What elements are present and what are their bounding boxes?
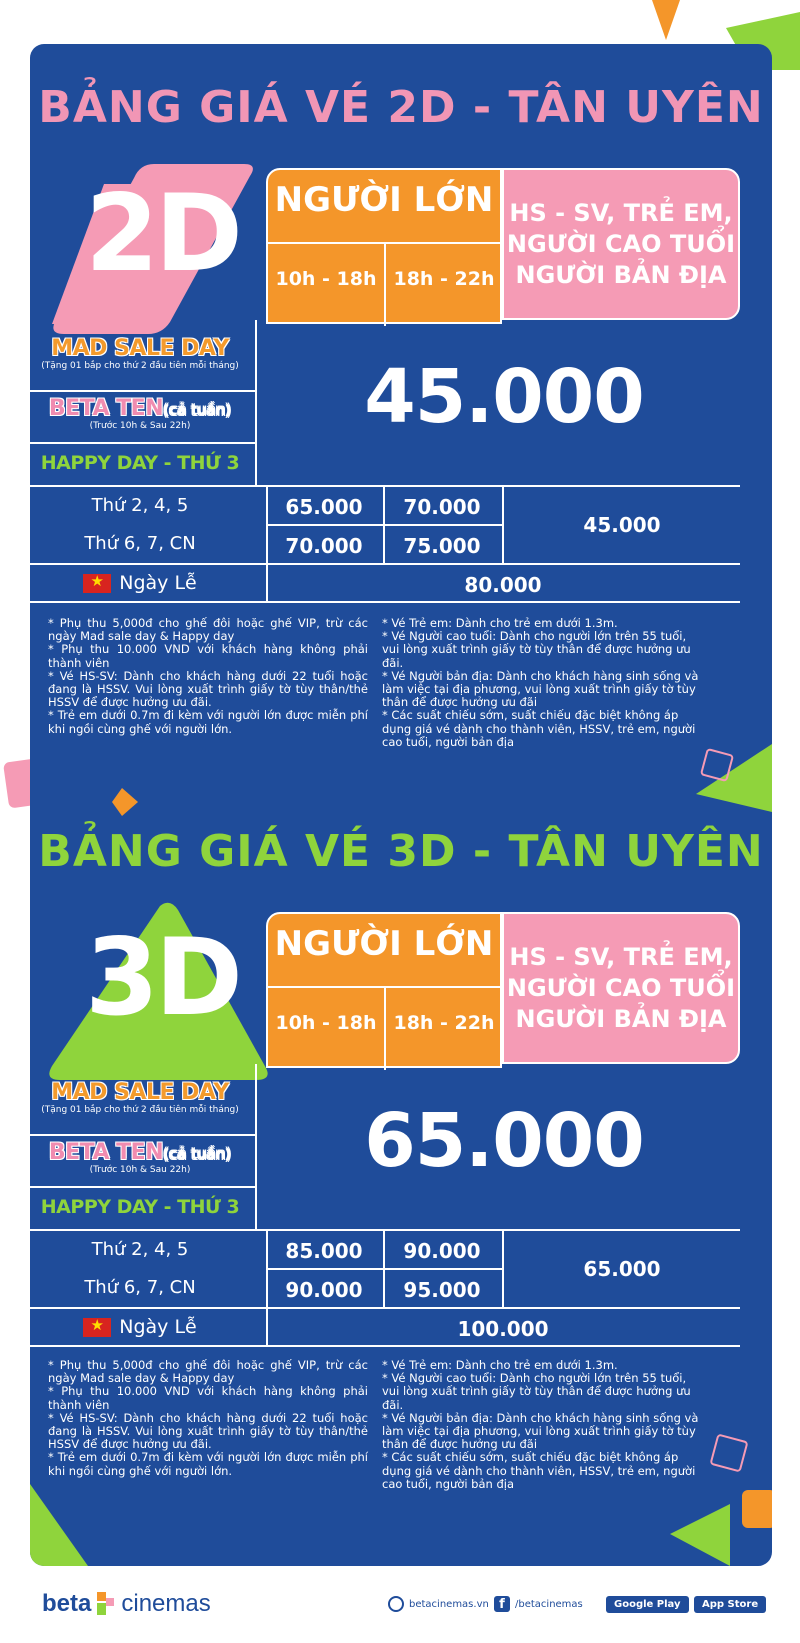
section-title: BẢNG GIÁ VÉ 3D - TÂN UYÊN	[38, 826, 764, 877]
promo-price: 45.000	[364, 354, 644, 440]
price-student: 45.000	[583, 513, 661, 537]
student-header	[502, 912, 740, 1064]
adult-header	[266, 168, 502, 324]
divider	[30, 1345, 740, 1347]
row-label-holiday	[30, 572, 250, 594]
holiday-label-text: Ngày Lễ	[119, 1316, 197, 1338]
promo-beta-ten-note: (Trước 10h & Sau 22h)	[89, 421, 191, 431]
promo-mad-sale-note: (Tặng 01 bắp cho thứ 2 đầu tiên mỗi tháng)	[41, 1105, 239, 1115]
logo-mark-icon	[93, 1592, 117, 1616]
facebook-icon: f	[494, 1596, 510, 1612]
facebook-link[interactable]	[494, 1596, 583, 1612]
divider	[30, 390, 255, 392]
footer	[0, 1566, 800, 1643]
student-header-line: NGƯỜI CAO TUỔI	[506, 229, 736, 258]
promo-beta-ten-title: BETA TEN	[48, 396, 164, 421]
student-header-line: HS - SV, TRẺ EM,	[509, 942, 733, 971]
note-item: * Phụ thu 5,000đ cho ghế đôi hoặc ghế VIP, trừ các ngày Mad sale day & Happy day	[48, 616, 368, 644]
section-title: BẢNG GIÁ VÉ 2D - TÂN UYÊN	[38, 82, 764, 133]
note-item: * Trẻ em dưới 0.7m đi kèm với người lớn được miễn phí khi ngồi cùng ghế với người lớn.	[48, 708, 368, 736]
vietnam-flag-icon	[83, 574, 111, 593]
divider	[30, 1229, 740, 1231]
promo-price: 65.000	[364, 1098, 644, 1184]
promo-beta-ten-suffix: (cả tuần)	[163, 401, 232, 419]
note-item: * Phụ thu 10.000 VND với khách hàng không phải thành viên	[48, 1384, 368, 1412]
promo-beta-ten-suffix: (cả tuần)	[163, 1145, 232, 1163]
promo-mad-sale	[30, 1080, 250, 1115]
price-weekday-early: 85.000	[285, 1239, 363, 1263]
price-weekend-early: 90.000	[285, 1278, 363, 1302]
divider	[30, 601, 740, 603]
note-item: * Các suất chiếu sớm, suất chiếu đặc biệt không áp dụng giá vé dành cho thành viên, HSSV, trẻ em, người cao tuổi, người bản địa	[382, 708, 696, 749]
divider	[255, 320, 257, 485]
note-item: * Vé Người cao tuổi: Dành cho người lớn trên 55 tuổi, vui lòng xuất trình giấy tờ tùy thân để được hưởng ưu đãi.	[382, 629, 691, 670]
price-holiday: 80.000	[464, 573, 542, 597]
divider	[30, 1186, 255, 1188]
adult-header-label: NGƯỜI LỚN	[274, 180, 494, 220]
app-store-link[interactable]	[694, 1596, 766, 1613]
row-label-weekend: Thứ 6, 7, CN	[84, 533, 196, 554]
notes-right	[382, 617, 702, 749]
row-label-weekday: Thứ 2, 4, 5	[91, 495, 189, 516]
promo-beta-ten-note: (Trước 10h & Sau 22h)	[89, 1165, 191, 1175]
app-store-badge: App Store	[694, 1596, 766, 1613]
price-board	[30, 44, 772, 1566]
note-item: * Trẻ em dưới 0.7m đi kèm với người lớn được miễn phí khi ngồi cùng ghế với người lớn.	[48, 1450, 368, 1478]
badge-2d: 2D	[85, 172, 239, 295]
adult-header-label: NGƯỜI LỚN	[274, 924, 494, 964]
section-3d	[30, 788, 772, 1533]
vietnam-flag-icon	[83, 1318, 111, 1337]
price-student: 65.000	[583, 1257, 661, 1281]
divider	[30, 1134, 255, 1136]
brand-left: beta	[42, 1590, 92, 1617]
time-slot-late: 18h - 22h	[393, 268, 495, 290]
promo-happy-day-title: HAPPY DAY - THỨ 3	[40, 1196, 240, 1218]
price-holiday: 100.000	[457, 1317, 549, 1341]
promo-beta-ten	[30, 1140, 250, 1175]
divider	[30, 563, 740, 565]
promo-mad-sale-title: MAD SALE DAY	[51, 1080, 229, 1105]
note-item: * Phụ thu 5,000đ cho ghế đôi hoặc ghế VIP, trừ các ngày Mad sale day & Happy day	[48, 1358, 368, 1386]
promo-beta-ten-title: BETA TEN	[48, 1140, 164, 1165]
note-item: * Vé Trẻ em: Dành cho trẻ em dưới 1.3m.	[382, 616, 618, 630]
divider	[30, 442, 255, 444]
student-header-line: NGƯỜI BẢN ĐỊA	[515, 260, 727, 289]
adult-header	[266, 912, 502, 1068]
price-weekend-late: 75.000	[403, 534, 481, 558]
time-slot-late: 18h - 22h	[393, 1012, 495, 1034]
globe-icon	[388, 1596, 404, 1612]
promo-beta-ten	[30, 396, 250, 431]
note-item: * Vé Người bản địa: Dành cho khách hàng sinh sống và làm việc tại địa phương, vui lòng xuất trình giấy tờ tùy thân để được hưởng ưu đãi	[382, 1410, 699, 1452]
website-text: betacinemas.vn	[409, 1598, 489, 1610]
notes-left	[48, 617, 368, 736]
row-label-weekend: Thứ 6, 7, CN	[84, 1277, 196, 1298]
divider	[255, 1064, 257, 1229]
brand-right: cinemas	[121, 1590, 211, 1617]
price-weekend-late: 95.000	[403, 1278, 481, 1302]
note-item: * Vé HS-SV: Dành cho khách hàng dưới 22 tuổi hoặc đang là HSSV. Vui lòng xuất trình giấy tờ tùy thân/thẻ HSSV để được hưởng ưu đãi.	[48, 668, 368, 710]
promo-mad-sale	[30, 336, 250, 371]
notes-left	[48, 1359, 368, 1478]
row-label-weekday: Thứ 2, 4, 5	[91, 1239, 189, 1260]
student-header	[502, 168, 740, 320]
price-weekday-late: 90.000	[403, 1239, 481, 1263]
note-item: * Phụ thu 10.000 VND với khách hàng không phải thành viên	[48, 642, 368, 670]
price-weekday-late: 70.000	[403, 495, 481, 519]
note-item: * Vé HS-SV: Dành cho khách hàng dưới 22 tuổi hoặc đang là HSSV. Vui lòng xuất trình giấy tờ tùy thân/thẻ HSSV để được hưởng ưu đãi.	[48, 1410, 368, 1452]
student-header-line: NGƯỜI BẢN ĐỊA	[515, 1004, 727, 1033]
promo-happy-day	[30, 1196, 250, 1218]
note-item: * Vé Trẻ em: Dành cho trẻ em dưới 1.3m.	[382, 1358, 618, 1372]
note-item: * Vé Người cao tuổi: Dành cho người lớn trên 55 tuổi, vui lòng xuất trình giấy tờ tùy thân để được hưởng ưu đãi.	[382, 1371, 691, 1412]
promo-mad-sale-title: MAD SALE DAY	[51, 336, 229, 361]
price-weekday-early: 65.000	[285, 495, 363, 519]
note-item: * Các suất chiếu sớm, suất chiếu đặc biệt không áp dụng giá vé dành cho thành viên, HSSV, trẻ em, người cao tuổi, người bản địa	[382, 1450, 696, 1491]
promo-happy-day-title: HAPPY DAY - THỨ 3	[40, 452, 240, 474]
price-weekend-early: 70.000	[285, 534, 363, 558]
section-2d	[30, 44, 772, 789]
student-header-line: HS - SV, TRẺ EM,	[509, 198, 733, 227]
notes-right	[382, 1359, 702, 1491]
student-header-line: NGƯỜI CAO TUỔI	[506, 973, 736, 1002]
divider	[30, 485, 740, 487]
note-item: * Vé Người bản địa: Dành cho khách hàng sinh sống và làm việc tại địa phương, vui lòng xuất trình giấy tờ tùy thân để được hưởng ưu đãi	[382, 668, 699, 710]
row-label-holiday	[30, 1316, 250, 1338]
holiday-label-text: Ngày Lễ	[119, 572, 197, 594]
promo-mad-sale-note: (Tặng 01 bắp cho thứ 2 đầu tiên mỗi tháng)	[41, 361, 239, 371]
time-slot-early: 10h - 18h	[275, 1012, 377, 1034]
badge-3d: 3D	[85, 916, 239, 1039]
time-slot-early: 10h - 18h	[275, 268, 377, 290]
website-link[interactable]	[388, 1596, 489, 1612]
beta-cinemas-logo[interactable]	[42, 1590, 211, 1618]
google-play-link[interactable]	[606, 1596, 689, 1613]
promo-happy-day	[30, 452, 250, 474]
google-play-badge: Google Play	[606, 1596, 689, 1613]
divider	[30, 1307, 740, 1309]
facebook-text: /betacinemas	[515, 1598, 583, 1610]
